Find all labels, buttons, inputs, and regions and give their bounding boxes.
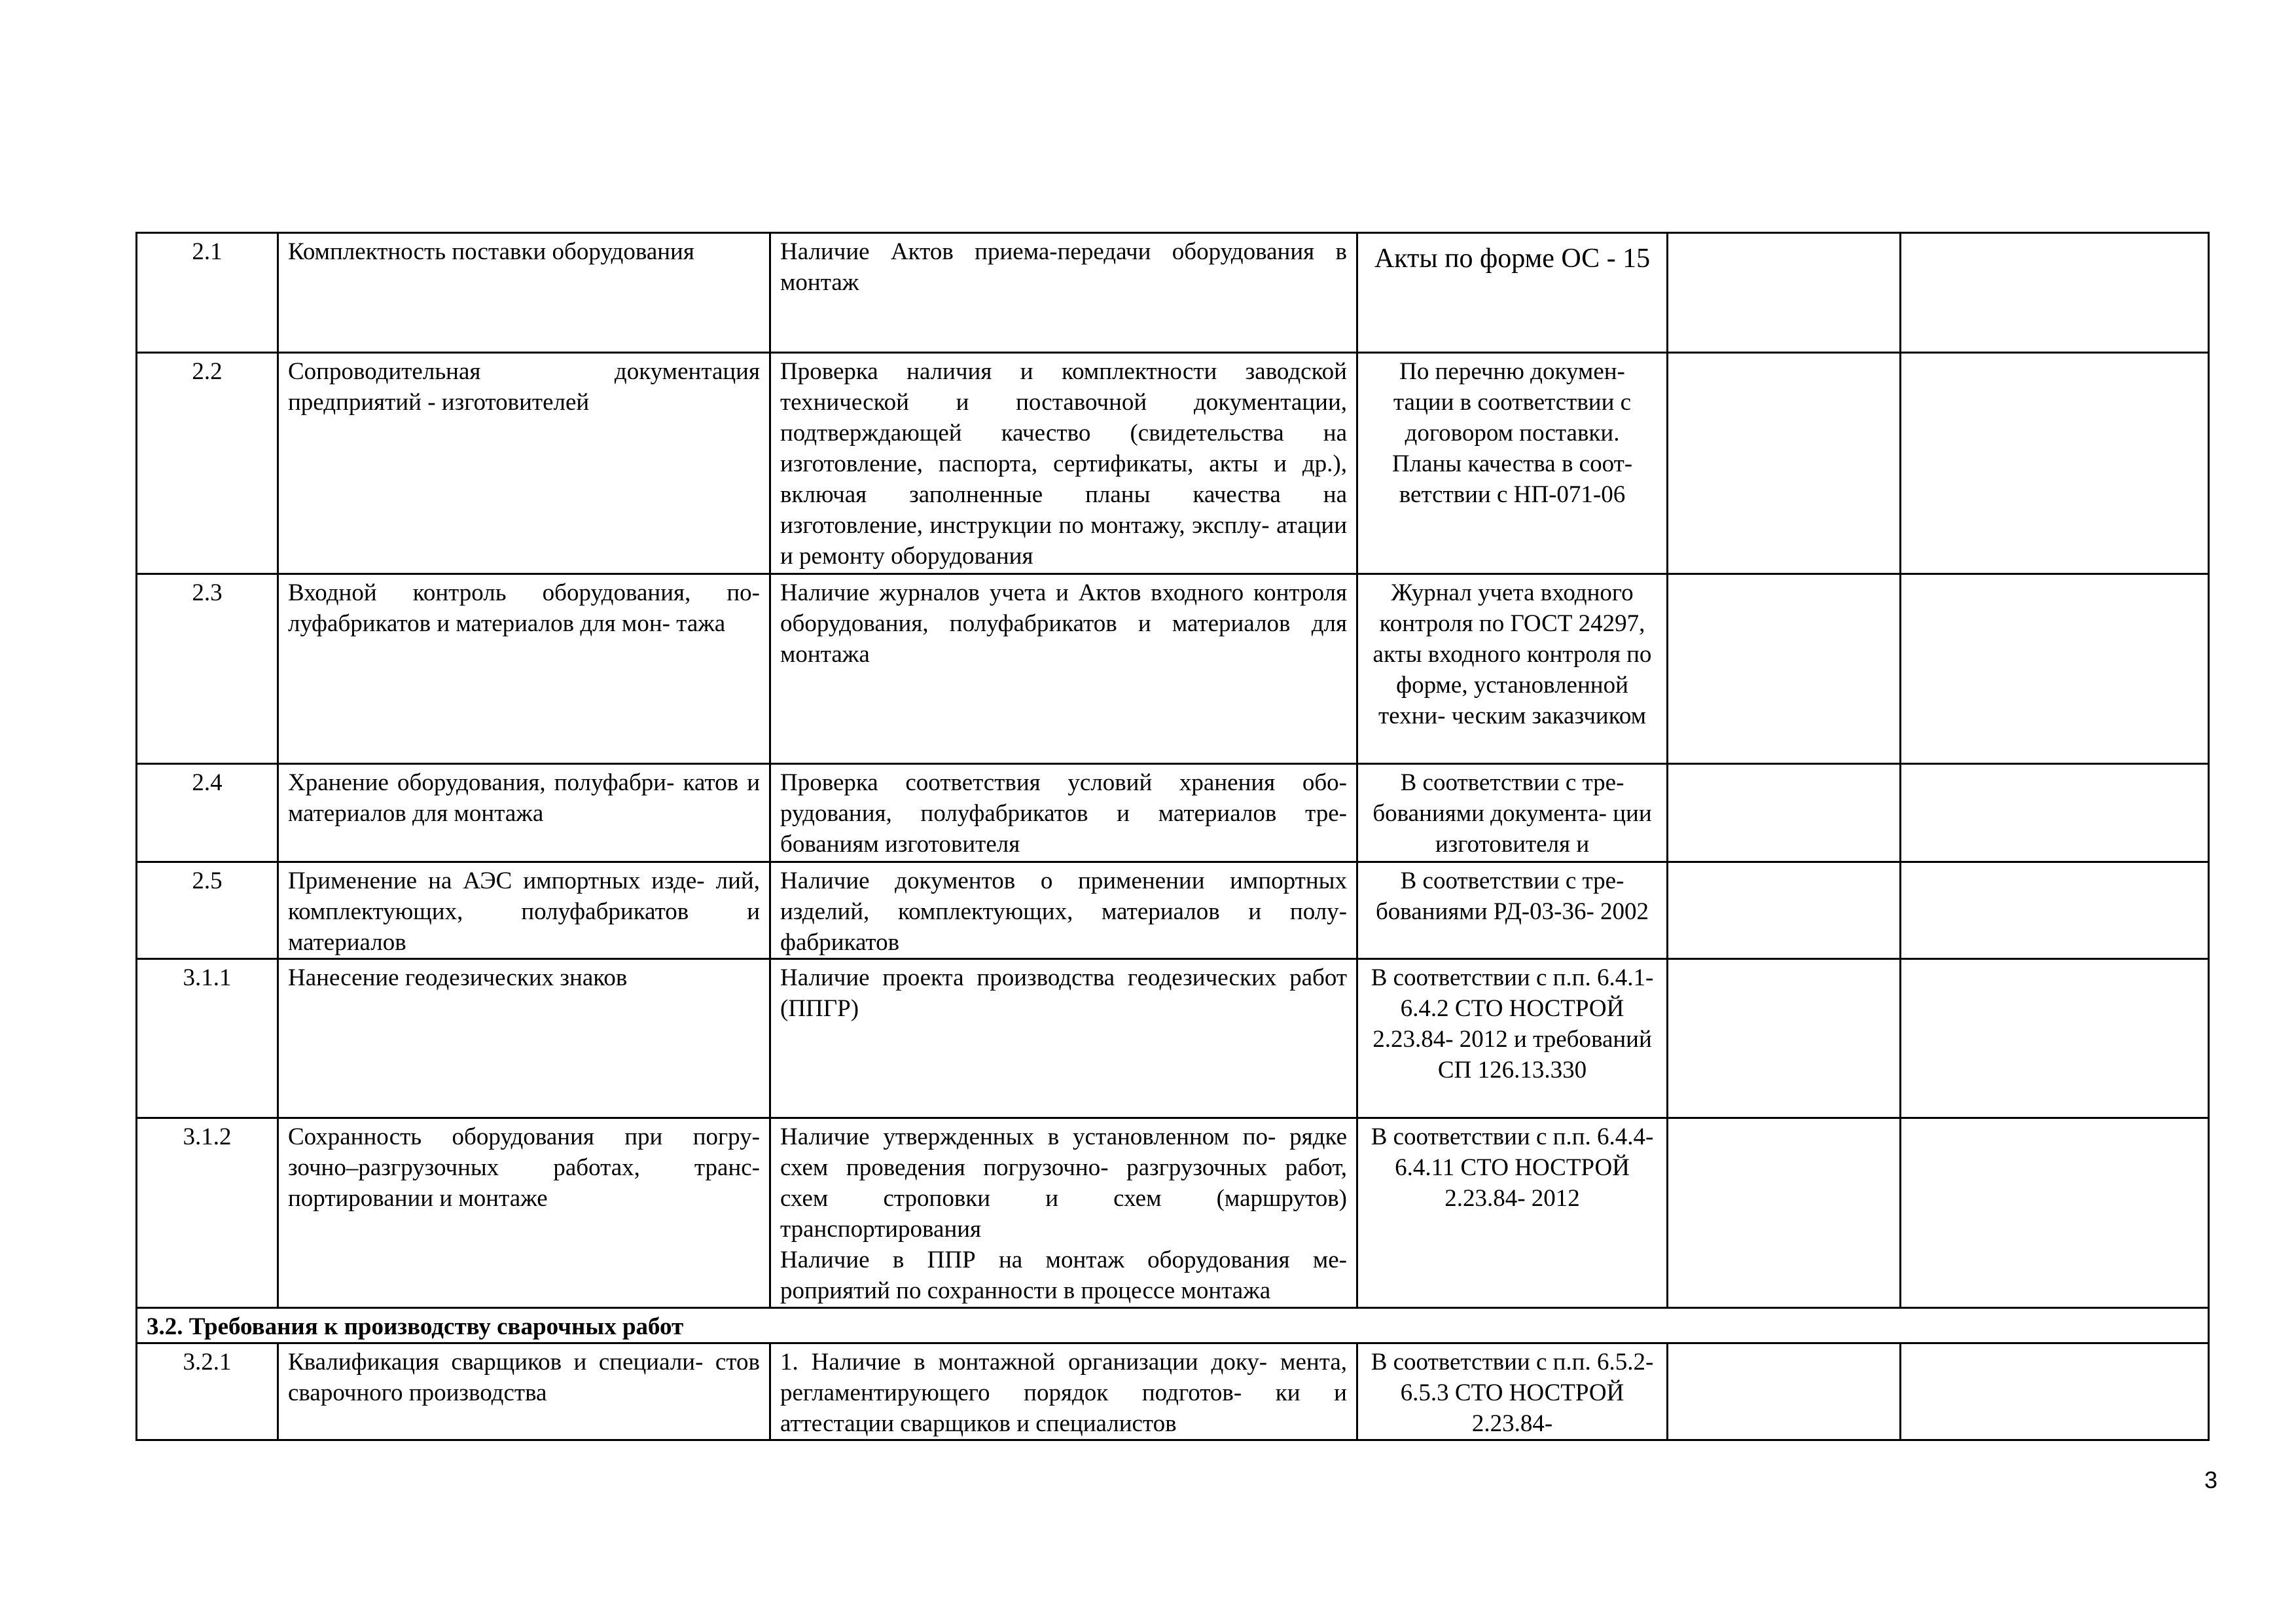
- empty-cell: [1668, 764, 1901, 862]
- page-number: 3: [2204, 1467, 2218, 1493]
- check-cell: [770, 1118, 1357, 1308]
- check-text: Наличие в ППР на монтаж оборудования ме- роприятий по сохранности в процессе монтажа: [780, 1247, 1347, 1304]
- document-cell: В соответствии с п.п. 6.5.2-6.5.3 СТО НОСТРОЙ 2.23.84-: [1357, 1343, 1668, 1440]
- empty-cell: [1668, 862, 1901, 959]
- check-cell: 1. Наличие в монтажной организации доку- мента, регламентирующего порядок подготов- ки и аттестации сварщиков и специалистов: [770, 1343, 1357, 1440]
- empty-cell: [1668, 353, 1901, 574]
- empty-cell: [1901, 574, 2209, 764]
- check-cell: Проверка наличия и комплектности заводской технической и поставочной документации, подтверждающей качество (свидетельства на изготовление, паспорта, сертификаты, акты и др.), включая заполненные планы качества на изготовление, инструкции по монтажу, эксплу- атации и ремонту оборудования: [770, 353, 1357, 574]
- check-text: Наличие утвержденных в установленном по- рядке схем проведения погрузочно- разгрузочных работ, схем строповки и схем (маршрутов) транспортирования: [780, 1123, 1347, 1243]
- check-cell: Наличие журналов учета и Актов входного контроля оборудования, полуфабрикатов и материалов для монтажа: [770, 574, 1357, 764]
- table-row: [137, 233, 2209, 353]
- empty-cell: [1668, 233, 1901, 353]
- table-row: [137, 959, 2209, 1118]
- document-cell: В соответствии с тре- бованиями документа- ции изготовителя и: [1357, 764, 1668, 862]
- requirements-table: [135, 232, 2210, 1441]
- empty-cell: [1901, 959, 2209, 1118]
- requirement-cell: Комплектность поставки оборудования: [278, 233, 770, 353]
- row-number: 2.1: [137, 233, 278, 353]
- table-row: [137, 862, 2209, 959]
- requirement-cell: Квалификация сварщиков и специали- стов сварочного производства: [278, 1343, 770, 1440]
- row-number: 3.1.1: [137, 959, 278, 1118]
- document-cell: В соответствии с п.п. 6.4.1-6.4.2 СТО НОСТРОЙ 2.23.84- 2012 и требований СП 126.13.330: [1357, 959, 1668, 1118]
- row-number: 2.4: [137, 764, 278, 862]
- document-cell: По перечню докумен- тации в соответствии с договором поставки. Планы качества в соот- ветствии с НП-071-06: [1357, 353, 1668, 574]
- empty-cell: [1901, 1118, 2209, 1308]
- row-number: 3.1.2: [137, 1118, 278, 1308]
- empty-cell: [1668, 959, 1901, 1118]
- empty-cell: [1901, 862, 2209, 959]
- table-row: [137, 1343, 2209, 1440]
- document-cell: Журнал учета входного контроля по ГОСТ 24297, акты входного контроля по форме, установленной техни- ческим заказчиком: [1357, 574, 1668, 764]
- empty-cell: [1668, 574, 1901, 764]
- table-row: [137, 1118, 2209, 1308]
- empty-cell: [1901, 1343, 2209, 1440]
- requirement-cell: Нанесение геодезических знаков: [278, 959, 770, 1118]
- empty-cell: [1901, 353, 2209, 574]
- requirement-cell: Сохранность оборудования при погру- зочно–разгрузочных работах, транс- портировании и монтаже: [278, 1118, 770, 1308]
- document-cell: В соответствии с п.п. 6.4.4-6.4.11 СТО НОСТРОЙ 2.23.84- 2012: [1357, 1118, 1668, 1308]
- requirement-cell: Применение на АЭС импортных изде- лий, комплектующих, полуфабрикатов и материалов: [278, 862, 770, 959]
- table-row: [137, 764, 2209, 862]
- table-row: [137, 574, 2209, 764]
- check-cell: Наличие документов о применении импортных изделий, комплектующих, материалов и полу- фабрикатов: [770, 862, 1357, 959]
- check-cell: Наличие Актов приема-передачи оборудования в монтаж: [770, 233, 1357, 353]
- empty-cell: [1901, 233, 2209, 353]
- table-row: [137, 353, 2209, 574]
- empty-cell: [1668, 1343, 1901, 1440]
- document-cell: В соответствии с тре- бованиями РД-03-36- 2002: [1357, 862, 1668, 959]
- check-cell: Проверка соответствия условий хранения обо- рудования, полуфабрикатов и материалов тре- бованиям изготовителя: [770, 764, 1357, 862]
- check-cell: Наличие проекта производства геодезических работ (ППГР): [770, 959, 1357, 1118]
- row-number: 2.3: [137, 574, 278, 764]
- row-number: 2.5: [137, 862, 278, 959]
- section-row: [137, 1308, 2209, 1343]
- requirement-cell: Хранение оборудования, полуфабри- катов и материалов для монтажа: [278, 764, 770, 862]
- section-heading: 3.2. Требования к производству сварочных работ: [137, 1308, 2209, 1343]
- row-number: 2.2: [137, 353, 278, 574]
- document-cell: Акты по форме ОС - 15: [1357, 233, 1668, 353]
- requirement-cell: Сопроводительная документация предприятий - изготовителей: [278, 353, 770, 574]
- row-number: 3.2.1: [137, 1343, 278, 1440]
- requirement-cell: Входной контроль оборудования, по- луфабрикатов и материалов для мон- тажа: [278, 574, 770, 764]
- empty-cell: [1668, 1118, 1901, 1308]
- empty-cell: [1901, 764, 2209, 862]
